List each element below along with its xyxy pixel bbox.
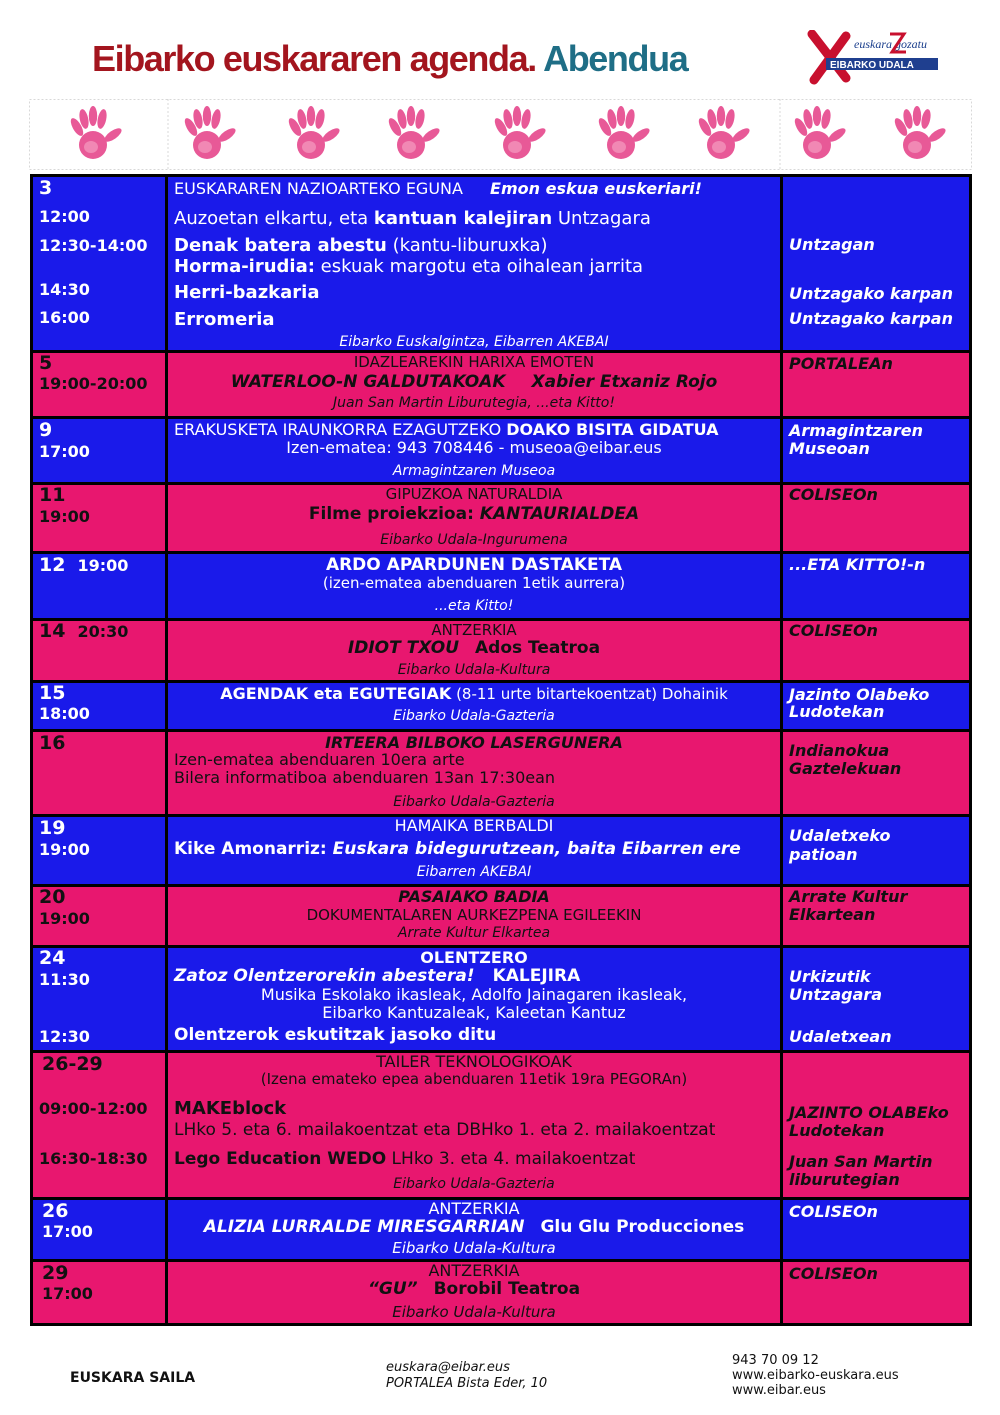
event-place: COLISEOn bbox=[789, 621, 878, 640]
event-line: Zatoz Olentzerorekin abestera! KALEJIRA bbox=[174, 966, 581, 986]
event-cell bbox=[167, 947, 782, 1052]
event-line: Musika Eskolako ikasleak, Adolfo Jainagaren ikasleak, bbox=[260, 985, 688, 1004]
event-row bbox=[32, 682, 971, 731]
event-row bbox=[32, 418, 971, 484]
place-cell bbox=[782, 620, 971, 682]
event-place: COLISEOn bbox=[789, 1264, 878, 1283]
event-title: IDIOT TXOU Ados Teatroa bbox=[347, 638, 601, 658]
event-time: 12:30-14:00 bbox=[39, 236, 148, 255]
event-line: Denak batera abestu (kantu-liburuxka) bbox=[174, 235, 548, 256]
event-place: Indianokua bbox=[789, 741, 890, 760]
event-place: Ludotekan bbox=[789, 702, 885, 721]
event-row bbox=[32, 816, 971, 886]
footer-web1[interactable]: www.eibarko-euskara.eus bbox=[732, 1368, 899, 1383]
place-cell bbox=[782, 484, 971, 553]
event-time: 17:00 bbox=[42, 1222, 93, 1241]
event-time: 18:00 bbox=[39, 704, 90, 723]
event-place: Untzagan bbox=[789, 235, 875, 254]
event-cell bbox=[167, 816, 782, 886]
event-place: Udaletxean bbox=[789, 1027, 892, 1046]
event-date: 12 19:00 bbox=[39, 554, 129, 576]
event-cell bbox=[167, 352, 782, 418]
place-cell bbox=[782, 1261, 971, 1325]
event-heading: IDAZLEAREKIN HARIXA EMOTEN bbox=[353, 353, 595, 371]
event-day: 26 bbox=[42, 1200, 69, 1222]
event-row bbox=[32, 1052, 971, 1199]
event-day: 15 bbox=[39, 682, 66, 704]
event-contact: Izen-ematea: 943 708446 - museoa@eibar.eus bbox=[286, 438, 662, 457]
footer bbox=[0, 1352, 1000, 1402]
handprint-icon bbox=[281, 105, 345, 167]
handprint-icon bbox=[691, 105, 755, 167]
date-cell bbox=[32, 816, 167, 886]
event-line: Eibarko Kantuzaleak, Kaleetan Kantuz bbox=[322, 1003, 626, 1022]
event-note: (izen-ematea abenduaren 1etik aurrera) bbox=[322, 574, 626, 592]
date-cell bbox=[32, 553, 167, 620]
handprint-icon bbox=[591, 105, 655, 167]
event-line: Herri-bazkaria bbox=[174, 282, 320, 303]
event-organizer: Eibarko Udala-Kultura bbox=[397, 662, 551, 678]
footer-links bbox=[732, 1353, 899, 1398]
event-day: 26-29 bbox=[42, 1053, 103, 1075]
event-place: COLISEOn bbox=[789, 1202, 878, 1221]
place-cell bbox=[782, 176, 971, 352]
title-part1: Eibarko euskararen agenda. bbox=[92, 38, 536, 79]
event-organizer: Eibarren AKEBAI bbox=[416, 864, 532, 880]
date-cell bbox=[32, 682, 167, 731]
event-time: 14:30 bbox=[39, 280, 90, 299]
title-part2: Abendua bbox=[543, 38, 688, 79]
event-heading: ANTZERKIA bbox=[431, 621, 517, 639]
event-cell bbox=[167, 1052, 782, 1199]
event-place: Ludotekan bbox=[789, 1121, 885, 1140]
event-day: 29 bbox=[42, 1262, 69, 1284]
event-place: PORTALEAn bbox=[789, 354, 893, 373]
event-place: Jazinto Olabeko bbox=[789, 685, 930, 704]
workshop-desc: LHko 5. eta 6. mailakoentzat eta DBHko 1. eta 2. mailakoentzat bbox=[174, 1120, 716, 1140]
event-place: Elkartean bbox=[789, 905, 876, 924]
footer-web2[interactable]: www.eibar.eus bbox=[732, 1383, 826, 1398]
place-cell bbox=[782, 1052, 971, 1199]
event-row bbox=[32, 620, 971, 682]
event-title: PASAIAKO BADIA bbox=[398, 887, 550, 906]
event-cell bbox=[167, 1261, 782, 1325]
event-place: Juan San Martin bbox=[789, 1152, 933, 1171]
place-cell bbox=[782, 731, 971, 816]
event-day: 16 bbox=[39, 732, 66, 754]
event-place: Museoan bbox=[789, 439, 870, 458]
svg-text:EIBARKO UDALA: EIBARKO UDALA bbox=[830, 60, 914, 71]
event-row bbox=[32, 176, 971, 352]
event-place: Untzagako karpan bbox=[789, 284, 953, 303]
event-heading: ANTZERKIA bbox=[428, 1261, 520, 1280]
event-heading: TAILER TEKNOLOGIKOAK bbox=[376, 1052, 572, 1071]
event-day: 11 bbox=[39, 484, 66, 506]
event-subtitle: DOKUMENTALAREN AURKEZPENA EGILEEKIN bbox=[306, 906, 642, 924]
event-time: 11:30 bbox=[39, 970, 90, 989]
event-day: 9 bbox=[39, 419, 53, 441]
event-line: Izen-ematea abenduaren 10era arte bbox=[174, 750, 465, 769]
event-day: 20 bbox=[39, 886, 66, 908]
event-line: Horma-irudia: eskuak margotu eta oihalean jarrita bbox=[174, 256, 644, 277]
event-cell bbox=[167, 731, 782, 816]
date-cell bbox=[32, 1199, 167, 1261]
event-title: Filme proiekzioa: KANTAURIALDEA bbox=[308, 504, 640, 524]
event-heading: HAMAIKA BERBALDI bbox=[394, 816, 554, 835]
event-line: Auzoetan elkartu, eta kantuan kalejiran Untzagara bbox=[174, 208, 651, 229]
event-place: Udaletxeko bbox=[789, 826, 891, 845]
date-cell bbox=[32, 947, 167, 1052]
event-place: Armagintzaren bbox=[789, 421, 923, 440]
event-heading: OLENTZERO bbox=[420, 948, 528, 967]
place-cell bbox=[782, 418, 971, 484]
event-place: ...ETA KITTO!-n bbox=[789, 555, 926, 574]
event-title: ARDO APARDUNEN DASTAKETA bbox=[325, 555, 623, 575]
event-place: Arrate Kultur bbox=[789, 887, 908, 906]
event-day: 24 bbox=[39, 947, 66, 969]
footer-phone: 943 70 09 12 bbox=[732, 1353, 819, 1368]
event-heading: ERAKUSKETA IRAUNKORRA EZAGUTZEKO DOAKO BISITA GIDATUA bbox=[174, 420, 719, 439]
event-cell bbox=[167, 176, 782, 352]
event-place: COLISEOn bbox=[789, 485, 878, 504]
event-time: 17:00 bbox=[39, 442, 90, 461]
event-row bbox=[32, 947, 971, 1052]
place-cell bbox=[782, 1199, 971, 1261]
footer-email[interactable]: euskara@eibar.eus bbox=[386, 1360, 510, 1375]
workshop-title: MAKEblock bbox=[174, 1098, 287, 1119]
event-line: Erromeria bbox=[174, 309, 275, 330]
date-cell bbox=[32, 418, 167, 484]
event-row bbox=[32, 1199, 971, 1261]
date-cell bbox=[32, 1052, 167, 1199]
workshop-title: Lego Education WEDO LHko 3. eta 4. mailakoentzat bbox=[174, 1149, 636, 1169]
event-title: IRTEERA BILBOKO LASERGUNERA bbox=[325, 733, 623, 752]
event-title: “GU” Borobil Teatroa bbox=[367, 1279, 581, 1299]
event-heading: ANTZERKIA bbox=[428, 1199, 520, 1218]
event-date: 14 20:30 bbox=[39, 620, 129, 642]
event-time: 12:30 bbox=[39, 1027, 90, 1046]
footer-dept: EUSKARA SAILA bbox=[70, 1370, 196, 1386]
event-cell bbox=[167, 886, 782, 947]
event-cell bbox=[167, 682, 782, 731]
event-title: ALIZIA LURRALDE MIRESGARRIAN Glu Glu Producciones bbox=[203, 1217, 745, 1237]
event-day: 5 bbox=[39, 352, 53, 374]
event-place: Untzagara bbox=[789, 985, 883, 1004]
date-cell bbox=[32, 1261, 167, 1325]
event-day: 19 bbox=[39, 817, 66, 839]
event-cell bbox=[167, 553, 782, 620]
handprint-icon bbox=[787, 105, 851, 167]
page-title bbox=[92, 38, 687, 80]
event-place: liburutegian bbox=[789, 1170, 900, 1189]
date-cell bbox=[32, 176, 167, 352]
event-row bbox=[32, 553, 971, 620]
event-cell bbox=[167, 418, 782, 484]
event-time: 16:00 bbox=[39, 308, 90, 327]
event-title: WATERLOO-N GALDUTAKOAK Xabier Etxaniz Rojo bbox=[230, 372, 718, 392]
event-cell bbox=[167, 620, 782, 682]
place-cell bbox=[782, 886, 971, 947]
event-organizer: Eibarko Udala-Gazteria bbox=[393, 794, 555, 810]
footer-address: PORTALEA Bista Eder, 10 bbox=[386, 1376, 548, 1391]
event-note: (Izena emateko epea abenduaren 11etik 19ra PEGORAn) bbox=[260, 1070, 688, 1088]
date-cell bbox=[32, 731, 167, 816]
event-time: 19:00 bbox=[39, 909, 90, 928]
event-time: 09:00-12:00 bbox=[39, 1099, 148, 1118]
event-title: AGENDAK eta EGUTEGIAK (8-11 urte bitartekoentzat) Dohainik bbox=[220, 684, 728, 703]
event-heading: EUSKARAREN NAZIOARTEKO EGUNA Emon eskua euskeriari! bbox=[174, 179, 702, 198]
place-cell bbox=[782, 947, 971, 1052]
date-cell bbox=[32, 620, 167, 682]
place-cell bbox=[782, 816, 971, 886]
event-place: Gaztelekuan bbox=[789, 759, 902, 778]
event-time: 17:00 bbox=[42, 1284, 93, 1303]
event-row bbox=[32, 1261, 971, 1325]
event-time: 19:00-20:00 bbox=[39, 374, 148, 393]
date-cell bbox=[32, 484, 167, 553]
event-organizer: Eibarko Udala-Gazteria bbox=[393, 1176, 555, 1192]
event-time: 12:00 bbox=[39, 207, 90, 226]
event-place: Untzagako karpan bbox=[789, 309, 953, 328]
event-organizer: Eibarko Udala-Kultura bbox=[392, 1239, 556, 1257]
event-time: 19:00 bbox=[39, 840, 90, 859]
place-cell bbox=[782, 352, 971, 418]
date-cell bbox=[32, 886, 167, 947]
agenda-table bbox=[30, 174, 972, 1326]
handprints-banner bbox=[29, 99, 972, 170]
svg-text:euskara gozatu: euskara gozatu bbox=[854, 37, 927, 51]
event-organizer: Eibarko Euskalgintza, Eibarren AKEBAI bbox=[339, 334, 609, 350]
event-line: Olentzerok eskutitzak jasoko ditu bbox=[174, 1025, 497, 1045]
event-organizer: ...eta Kitto! bbox=[434, 598, 514, 614]
handprint-icon bbox=[63, 105, 127, 167]
event-day: 3 bbox=[39, 177, 53, 199]
event-time: 16:30-18:30 bbox=[39, 1149, 148, 1168]
event-title: Kike Amonarriz: Euskara bidegurutzean, baita Eibarren ere bbox=[174, 839, 741, 859]
event-place: patioan bbox=[789, 845, 858, 864]
handprint-icon bbox=[177, 105, 241, 167]
event-line: Bilera informatiboa abenduaren 13an 17:30ean bbox=[174, 768, 556, 787]
event-organizer: Juan San Martin Liburutegia, ...eta Kitto! bbox=[333, 395, 615, 411]
event-organizer: Eibarko Udala-Ingurumena bbox=[380, 532, 568, 548]
date-cell bbox=[32, 352, 167, 418]
handprint-icon bbox=[487, 105, 551, 167]
place-cell bbox=[782, 682, 971, 731]
handprint-icon bbox=[887, 105, 951, 167]
event-cell bbox=[167, 484, 782, 553]
event-place: JAZINTO OLABEko bbox=[789, 1103, 949, 1122]
event-organizer: Eibarko Udala-Kultura bbox=[392, 1303, 556, 1321]
event-cell bbox=[167, 1199, 782, 1261]
event-organizer: Armagintzaren Museoa bbox=[392, 463, 556, 479]
event-time: 19:00 bbox=[39, 507, 90, 526]
event-heading: GIPUZKOA NATURALDIA bbox=[385, 485, 563, 503]
footer-contact bbox=[386, 1360, 547, 1392]
eibarko-udala-logo bbox=[806, 30, 942, 88]
event-organizer: Arrate Kultur Elkartea bbox=[397, 925, 551, 941]
event-organizer: Eibarko Udala-Gazteria bbox=[393, 708, 555, 724]
event-row bbox=[32, 731, 971, 816]
event-place: Urkizutik bbox=[789, 967, 871, 986]
event-row bbox=[32, 886, 971, 947]
handprint-icon bbox=[381, 105, 445, 167]
event-row bbox=[32, 352, 971, 418]
place-cell bbox=[782, 553, 971, 620]
event-row bbox=[32, 484, 971, 553]
